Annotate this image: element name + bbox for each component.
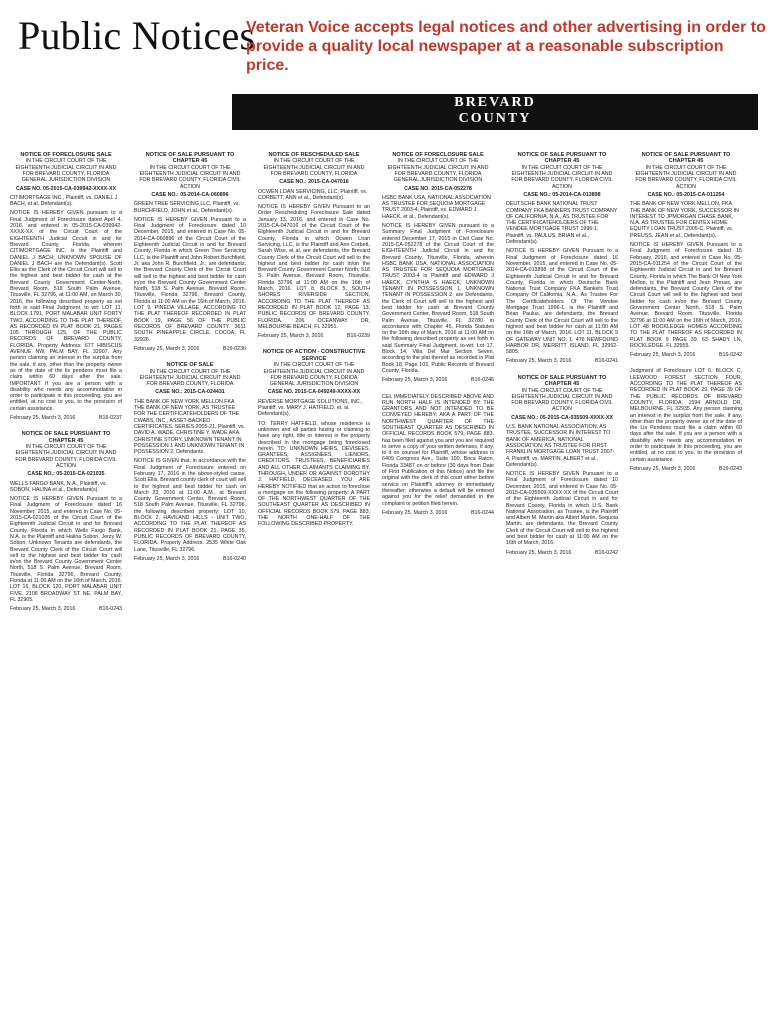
publication-dates: February 25, March 3, 2016 [382,377,448,384]
notice-body: TO: TERRY HATFIELD, whose residence is unknown and all parties having or claiming to have any right, title or interest in the property described in the mortgage being foreclosed herein. TO: UNKNOWN HEIRS, DEVISEES, GRANTEES, ASSIGNEES, LIENORS, CREDITORS, TRUSTEES, BENEFICIARIES AND ALL OTHER CLAIMANTS CLAIMING BY, THROUGH, UNDER OR AGAINST DOROTHY J. HATFIELD, DECEASED. YOU ARE HEREBY NOTIFIED that an action to foreclose a mortgage on the following property: A PART OF THE NORTHWEST QUARTER OF THE SOUTHEAST QUARTER AS DESCRIBED IN OFFICIAL RECORDS BOOK 579, PAGE 883, THE NORTH ONE-HALF OF THE FOLLOWING DESCRIBED PROPERTY. [258,420,370,528]
notice-column [506,152,618,1014]
publication-dates: February 25, March 3, 2016 [630,465,696,472]
legal-notice [258,349,370,527]
notice-case-number: CASE NO.: 05-2014-CA-060896 [151,192,229,198]
notice-body: NOTICE IS HEREBY GIVEN Pursuant to a Final Judgment of Foreclosure dated 16 November, 2015, and entered in Case No. 05-2014-CA-013898 of the Circuit Court of the Eighteenth Judicial Circuit in and for Brevard County, Florida in which Deutsche Bank National Trust Company FKA Bankers Trust Company Of California, N.A., As Trustee For The Certificateholders Of The Vendee Mortgage Trust 1996-1, is the Plaintiff and Brian Paulus, are defendants, the Brevard County Clerk of the Circuit Court will sell to the highest and best bidder for cash at 11:00 AM on the 16th of March, 2016. LOT 11, BLOCK 9 OF GATEWAY UNIT NO. 1. 476 NEWFOUND HARBOR DR, MERRITT ISLAND, FL 32952-5805. [506,248,618,356]
notice-body: NOTICE IS HEREBY GIVEN pursuant to a Final Judgment of Foreclosure dated April 4, 2016, and entered in 05-2015-CA-039942-XXXX-XX of the Circuit Court of the EIGHTEENTH Judicial Circuit in and for Brevard County, Florida, wherein CITIMORTGAGE INC. is the Plaintiff and DANIEL J BACH; UNKNOWN SPOUSE OF DANIEL J BACH are the Defendant(s). Scott Ellis as the Clerk of the Circuit Court will sell to the highest and best bidder for cash at the Brevard County Government Center-North, Brevard Room, 518 South Palm Avenue, Titusville, FL 32796, at 11:00 AM, on March 30, 2016, the following described property as set forth in said Final Judgment, to wit: LOT 11, BLOCK 1791, PORT MALABAR UNIT FORTY TWO, ACCORDING TO THE PLAT THEREOF, AS RECORDED IN PLAT BOOK 21, PAGES 105 THROUGH 125, OF THE PUBLIC RECORDS OF BREVARD COUNTY, FLORIDA. Property Address: 677 HIBISCUS AVENUE NW, PALM BAY, FL 32907. Any person claiming an interest in the surplus from the sale, if any, other than the property owner as of the date of the lis pendens must file a claim within 60 days after the sale. IMPORTANT If you are a person with a disability who needs any accommodation in order to participate in this proceeding, you are entitled, at no cost to you, to the provision of certain assistance. [10,210,122,412]
notice-code: B16-0243 [719,465,742,472]
publication-dates: February 25, March 3, 2016 [506,549,572,556]
notice-parties: WELLS FARGO BANK, N.A., Plaintiff, vs. SOBON, HALINA et al., Defendant(s). [10,480,108,493]
notice-footer [506,358,618,364]
page-title: Public Notices [18,13,256,58]
publication-dates: February 25, March 3, 2016 [134,555,200,562]
notice-case-number: CASE NO.: 05-2015-CA-011254 [647,192,725,198]
notice-court: IN THE CIRCUIT COURT OF THE EIGHTEENTH JUDICIAL CIRCUIT IN AND FOR BREVARD COUNTY, FLORIDA GENERAL JURISDICTION DIVISION [263,362,365,388]
notice-footer [630,352,742,358]
notice-heading: NOTICE OF SALE PURSUANT TO CHAPTER 45 [517,374,607,388]
legal-notice [630,152,742,358]
notice-footer [382,377,494,383]
notice-column [10,152,122,1014]
legal-notice [506,152,618,365]
notice-footer [506,550,618,556]
notice-case-number: CASE NO. 2015-CA-049249-XXXX-XX [267,389,361,396]
notice-court: IN THE CIRCUIT COURT OF THE EIGHTEENTH JUDICIAL CIRCUIT IN AND FOR BREVARD COUNTY, FLORIDA CIVIL ACTION [139,164,241,190]
notice-footer [10,415,122,421]
notice-footer [382,510,494,516]
notice-case-number: CASE NO.: 2015-CA-024431 [155,389,225,396]
notice-footer [258,333,370,339]
notice-body: NOTICE IS HEREBY GIVEN Pursuant to a Final Judgment of Foreclosure dated 10 December, 2015, and entered in Case No. 05-2014-CA-060896 of the Circuit Court of the Eighteenth Judicial Circuit in and for Brevard County, Florida in which Green Tree Servicing LLC, is the Plaintiff and John Robert Burchfield, Jr. aka John R. Burchfield, Jr., are defendants, the Brevard County Clerk of the Circuit Court will sell to the highest and best bidder for cash in/on the Brevard County Government Center North, 518 S. Palm Avenue, Brevard Room, Titusville, Florida 32796, Brevard County, Florida at 11:00 AM on the 16th of March, 2016. LOT 9, PINEDA VILLAGE, ACCORDING TO THE PLAT THEREOF RECORDED IN PLAT BOOK 19, PAGE 56 OF THE PUBLIC RECORDS OF BREVARD COUNTY. 3611 SOUTH PINEAPPLE CIRCLE, COCOA, FL 32926. [134,216,246,343]
notice-court: IN THE CIRCUIT COURT OF THE EIGHTEENTH JUDICIAL CIRCUIT IN AND FOR BREVARD COUNTY, FLORIDA CIVIL ACTION [511,387,613,413]
notice-body: NOTICE IS HEREBY GIVEN Pursuant to a Final Judgment of Foreclosure dated 10 December, 2015, and entered in Case No. 05-2015-CA-035509-XXXX-XX of the Circuit Court of the Eighteenth Judicial Circuit in and for Brevard County, Florida in which U.S. Bank National Association, as Trustee, is the Plaintiff and Albert M. Martin aka Albert Martin, Sequoia Martin, are defendants, the Brevard County Clerk of the Circuit Court will sell to the highest and best bidder for cash at 11:00 AM on the 16th of March, 2016. [506,471,618,547]
notice-code: B16-0244 [471,509,494,516]
publication-dates: February 25, March 3, 2016 [134,345,200,352]
notice-heading: NOTICE OF SALE [166,362,214,369]
notice-code: B16-0243 [99,606,122,613]
notice-body: NOTICE IS HEREBY GIVEN Pursuant to a Final Judgment of Foreclosure dated 15 February, 2016, and entered in Case No. 05-2015-CA-011254 of the Circuit Court of the Eighteenth Judicial Circuit in and for Brevard County, Florida in which The Bank Of New York Mellon, is the Plaintiff and Jean Preuss, are defendants, the Brevard County Clerk of the Circuit Court will sell to the highest and best bidder for cash in/on the Brevard County Government Center North, 518 S. Palm Avenue, Brevard Room, Titusville, Florida 32796 at 11:00 AM on the 16th of March, 2016. LOT 48 ROCKLEDGE HOMES ACCORDING TO THE PLAT THEREOF AS RECORDED IN PLAT BOOK 9 PAGE 39. 63 SHADY LN, ROCKLEDGE, FL 32955. [630,242,742,349]
legal-notice [134,362,246,562]
notice-heading: NOTICE OF ACTION - CONSTRUCTIVE SERVICE [262,349,366,362]
notice-heading: NOTICE OF SALE PURSUANT TO CHAPTER 45 [145,152,235,165]
notice-footer [630,466,742,472]
legal-notice [258,152,370,339]
legal-notice [382,394,494,517]
notice-code: B16-0241 [595,358,618,365]
legal-notice [630,368,742,472]
notice-court: IN THE CIRCUIT COURT OF THE EIGHTEENTH JUDICIAL CIRCUIT IN AND FOR BREVARD COUNTY, FLORIDA GENERAL JURISDICTION DIVISION [15,158,117,184]
section-title-line1: BREVARD [454,95,536,110]
notice-heading: NOTICE OF FORECLOSURE SALE [392,152,484,158]
notice-code: B16-0242 [595,549,618,556]
notice-court: IN THE CIRCUIT COURT OF THE EIGHTEENTH JUDICIAL CIRCUIT IN AND FOR BREVARD COUNTY, FLORIDA GENERAL JURISDICTION DIVISION [387,158,489,184]
publication-dates: February 25, March 3, 2016 [506,358,572,365]
notice-column [258,152,370,1014]
notice-column [382,152,494,1014]
legal-notice [134,152,246,352]
notice-body: NOTICE IS HEREBY GIVEN Pursuant to an Order Rescheduling Foreclosure Sale dated January 13, 2016, and entered in Case No. 2015-CA-047016 of the Circuit Court of the Eighteenth Judicial Circuit in and for Brevard County, Florida in which Ocwen Loan Servicing, LLC, is the Plaintiff and Ann Corbett, Sarah Wise, et al, are defendants, the Brevard County Clerk of the Circuit Court will sell to the highest and best bidder for cash in/on the Brevard County Government Center North, 518 S. Palm Avenue, Brevard Room, Titusville, Florida 32796 at 11:00 AM on the 16th of March, 2016. LOT 8, BLOCK 5, SOUTH SHORES RIVERSIDE SECTION, ACCORDING TO THE PLAT THEREOF AS RECORDED IN PLAT BOOK 12, PAGE 13, PUBLIC RECORDS OF BREVARD COUNTY, FLORIDA. 206 OCEANWAY DR, MELBOURNE BEACH, FL 32951. [258,204,370,330]
notice-column [630,152,742,1014]
notice-body: Judgment of Foreclosure LOT 6, BLOCK C, LEEWOOD FOREST SECTION FOUR, ACCORDING TO THE PLAT THEREOF AS RECORDED IN PLAT BOOK 29, PAGE 39 OF THE PUBLIC RECORDS OF BREVARD COUNTY, FLORIDA. 1594 ARNOLD DR, MELBOURNE, FL 32935. Any person claiming an interest in the surplus from the sale, if any, other than the property owner as of the date of the Lis Pendens must file a claim within 60 days after the sale. If you are a person with a disability who needs any accommodation in order to participate in this proceeding, you are entitled, at no cost to you, to the provision of certain assistance. [630,368,742,463]
publication-dates: February 25, March 3, 2016 [10,414,76,421]
notice-case-number: CASE NO.: 05-2014-CA-013898 [523,192,601,198]
notice-case-number: CASE NO.: 05-2015-CA-035509-XXXX-XX [511,414,613,421]
notice-case-number: CASE NO.: 2015-CA-047016 [279,179,349,186]
publication-dates: February 25, March 3, 2016 [630,352,696,359]
notice-parties: DEUTSCHE BANK NATIONAL TRUST COMPANY FKA BANKERS TRUST COMPANY OF CALIFORNIA, N.A., AS TRUSTEE FOR THE CERTIFICATEHOLDERS OF THE VENDEE MORTGAGE TRUST 1996-1, Plaintiff, vs. PAULUS, BRIAN et al., Defendant(s). [506,201,618,246]
notice-parties: HSBC BANK USA, NATIONAL ASSOCIATION AS TRUSTEE FOR SEQUOIA MORTGAGE TRUST 2003-4, Plaintiff, vs. EDWARD J. HAECK, et al., Defendant(s). [382,194,491,220]
notice-footer [134,346,246,352]
notice-code: B16-0240 [223,555,246,562]
notice-code: B16-0246 [471,377,494,384]
notice-case-number: CASE NO. 2015-CA-052278 [404,185,472,192]
notice-code: B16-0239 [347,333,370,340]
notice-body: NOTICE IS GIVEN that, in accordance with the Final Judgment of Foreclosure entered on February 17, 2016 in the above-styled cause, Scott Ellis, Brevard county clerk of court will sell to the highest and best bidder for cash on March 23, 2016 at 11:00 A.M., at Brevard County Government Center, Brevard Room, 518 South Palm Avenue, Titusville, FL 32796, the following described property: LOT 10, BLOCK 2, HAVILAND HILLS - UNIT TWO, ACCORDING TO THE PLAT THEREOF AS RECORDED IN PLAT BOOK 21, PAGE 35, PUBLIC RECORDS OF BREVARD COUNTY, FLORIDA. Property Address: 2535 White Oak Lane, Titusville, FL 32796. [134,458,246,553]
notice-parties: REVERSE MORTGAGE SOLUTIONS, INC., Plaintiff, vs. MARY J. HATFIELD, et. al. Defendant(s), [258,398,363,418]
notice-parties: THE BANK OF NEW YORK MELLON FKA THE BANK OF NEW YORK, AS TRUSTEE FOR THE CERTIFICATEHOLDERS OF THE CWABS, INC., ASSET-BACKED CERTIFICATES, SERIES 2005-21, Plaintiff, vs. DAVID A. WADE, CHRISTINE Y. WADE AKA CHRISTINE STORY, UNKNOWN TENANT IN POSSESSION 1 AND UNKNOWN TENANT IN POSSESSION 2, Defendants. [134,398,245,456]
notice-heading: NOTICE OF RESCHEDULED SALE [268,152,360,158]
notice-court: IN THE CIRCUIT COURT OF THE EIGHTEENTH JUDICIAL CIRCUIT IN AND FOR BREVARD COUNTY, FLORIDA CIVIL ACTION [635,164,737,190]
notice-code: B16-0236 [223,345,246,352]
section-title-line2: COUNTY [458,111,532,126]
notice-footer [134,556,246,562]
notice-body: NOTICE IS HEREBY GIVEN pursuant to a Summary Final Judgment of Foreclosure entered December 17, 2015 in Civil Case No. 2015-CA-052278 of the Circuit Court of the EIGHTEENTH Judicial Circuit in and for Brevard County, Titusville, Florida, wherein HSBC BANK USA, NATIONAL ASSOCIATION AS TRUSTEE FOR SEQUOIA MORTGAGE TRUST 2003-4 is Plaintiff and EDWARD J HAECK, CYNTHIA S HAECK, UNKNOWN TENANT IN POSSESSION 1, UNKNOWN TENANT IN POSSESSION 2, are Defendants, the Clerk of Court will sell to the highest and best bidder for cash at Brevard County Government Center, Brevard Room, 518 South Palm Avenue, Titusville, FL 32780 in accordance with Chapter 45, Florida Statutes on the 16th day of March, 2016 at 11:00 AM on the following described property as set forth in said Summary Final Judgment, to-wit: Lot 17, Block 14, Villa Del Mar Section Seven, according to the plat thereof as recorded in Plat Book 18, Page 103, Public Records of Brevard County, Florida. [382,223,494,374]
publication-dates: February 25, March 3, 2016 [258,333,324,340]
legal-notice [382,152,494,384]
notice-column [134,152,246,1014]
tagline: Veteran Voice accepts legal notices and other advertising in order to provide a quality local newspaper at a reasonable subscription price. [246,19,766,74]
notice-parties: THE BANK OF NEW YORK MELLON, FKA THE BANK OF NEW YORK, SUCCESSOR IN INTEREST TO JPMORGAN CHASE BANK, N.A. AS TRUSTEE FOR CENTEX HOME EQUITY LOAN TRUST 2005-C, Plaintiff, vs. PREUSS, JEAN et al., Defendant(s). [630,201,739,239]
legal-notice [506,375,618,556]
notice-footer [10,606,122,612]
notice-parties: OCWEN LOAN SERVICING, LLC, Plaintiff, vs. CORBETT, ANN et al., Defendant(s). [258,188,368,201]
notice-body: NOTICE IS HEREBY GIVEN Pursuant to a Final Judgment of Foreclosure dated 16 November, 2015, and entered in Case No. 05-2015-CA-021035 of the Circuit Court of the Eighteenth Judicial Circuit in and for Brevard County, Florida in which Wells Fargo Bank, N.A. is the Plaintiff and Halina Sobon, Jerzy W. Sobon, Unknown Tenants are defendants, the Brevard County Clerk of the Circuit Court will sell to the highest and best bidder for cash in/on the Brevard County Government Center North, 518 S. Palm Avenue, Brevard Room, Titusville, Florida 32796, Brevard County, Florida at 11:00 AM on the 16th of March, 2016. LOT 16, BLOCK 120, PORT MALABAR UNIT FIVE. 2106 BROADWAY ST NE, PALM BAY, FL 32905. [10,496,122,603]
notice-heading: NOTICE OF FORECLOSURE SALE [20,152,112,158]
notice-code: B16-0237 [99,414,122,421]
section-title [232,95,758,127]
notice-case-number: CASE NO.: 05-2015-CA-021035 [27,471,105,478]
legal-notice [10,431,122,612]
legal-notice [10,152,122,421]
masthead [14,12,766,74]
notice-court: IN THE CIRCUIT COURT OF THE EIGHTEENTH JUDICIAL CIRCUIT IN AND FOR BREVARD COUNTY, FLORIDA [139,368,241,388]
notice-code: B16-0242 [719,352,742,359]
notice-court: IN THE CIRCUIT COURT OF THE EIGHTEENTH JUDICIAL CIRCUIT IN AND FOR BREVARD COUNTY, FLORIDA [263,158,365,177]
notice-heading: NOTICE OF SALE PURSUANT TO CHAPTER 45 [517,152,607,165]
notice-court: IN THE CIRCUIT COURT OF THE EIGHTEENTH JUDICIAL CIRCUIT IN AND FOR BREVARD COUNTY, FLORIDA CIVIL ACTION [511,164,613,190]
notice-parties: CITIMORTGAGE INC., Plaintiff, vs. DANIEL J BACH, et al. Defendant(s). [10,194,118,208]
notice-case-number: CASE NO. 05-2015-CA-039942-XXXX-XX [15,185,117,192]
notice-heading: NOTICE OF SALE PURSUANT TO CHAPTER 45 [641,152,731,165]
publication-dates: February 25, March 3, 2016 [10,606,76,613]
notice-parties: GREEN TREE SERVICING LLC, Plaintiff, vs. BURCHFIELD, JOHN et al., Defendant(s). [134,201,240,214]
notice-body: CEL IMMEDIATELY DESCRIBED ABOVE AND RUN NORTH HALF IS INTENDED BY THE GRANTORS AND NOT INTENDED TO BE CONVEYED HEREBY; AKA A PART OF THE NORTHWEST QUARTER OF THE SOUTHEAST QUARTER AS DESCRIBED IN OFFICIAL RECORDS BOOK 579, PAGE 883. has been filed against you and you are required to serve a copy of your written defenses, if any, to it on counsel for Plaintiff, whose address is 6409 Congress Ave., Suite 100, Boca Raton, Florida 33487 on or before (30 days from Date of First Publication of this Notice) and file the original with the clerk of this court either before service on Plaintiff's attorney or immediately thereafter; otherwise a default will be entered against you for the relief demanded in the complaint or petition filed herein. [382,393,494,507]
notice-heading: NOTICE OF SALE PURSUANT TO CHAPTER 45 [21,431,111,444]
notice-court: IN THE CIRCUIT COURT OF THE EIGHTEENTH JUDICIAL CIRCUIT IN AND FOR BREVARD COUNTY, FLORIDA CIVIL ACTION [15,444,117,469]
notice-parties: U.S. BANK NATIONAL ASSOCIATION, AS TRUSTEE, SUCCESSOR IN INTEREST TO BANK OF AMERICA, NATIONAL ASSOCIATION, AS TRUSTEE FOR FIRST FRANKLIN MORTGAGE LOAN TRUST 2007-4, Plaintiff, vs. MARTIN, ALBERT et al., Defendant(s). [506,424,615,468]
publication-dates: February 25, March 3, 2016 [382,509,448,516]
